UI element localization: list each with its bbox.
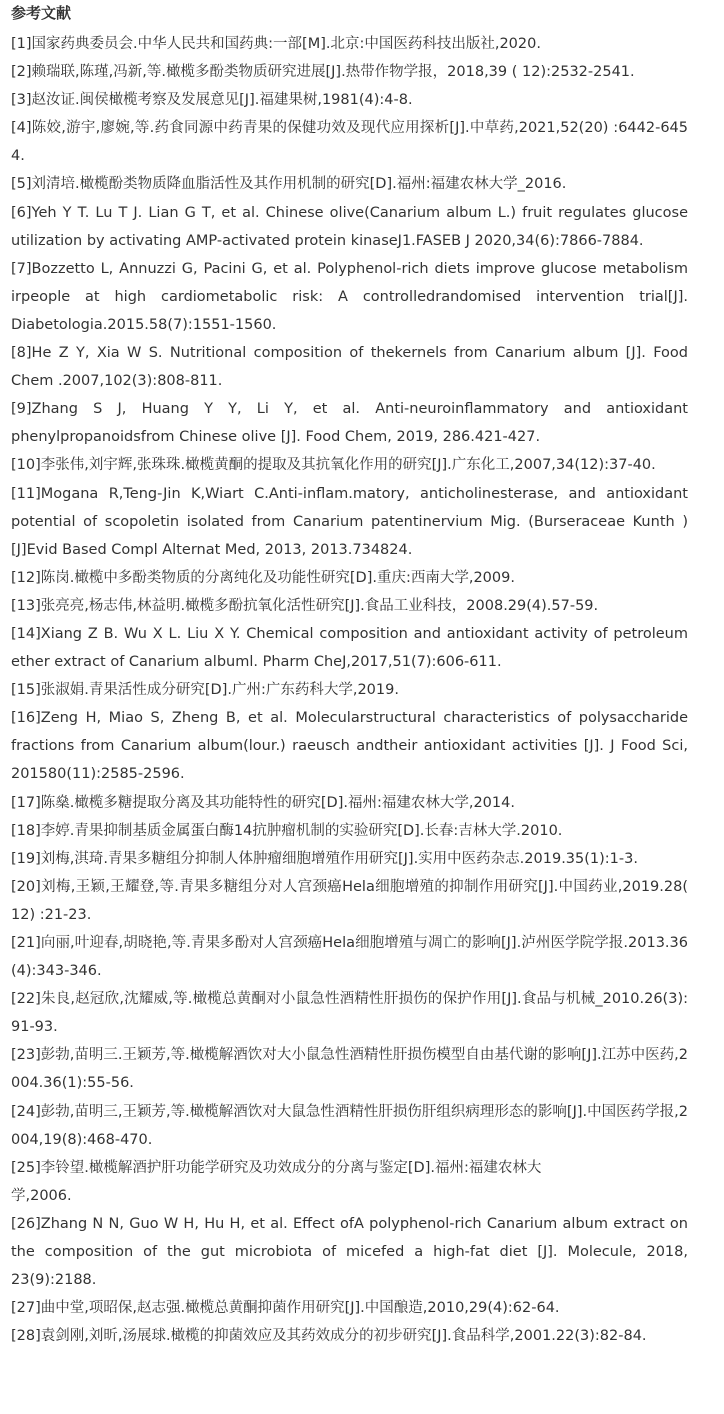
reference-item: [2]赖瑞联,陈瑾,冯新,等.橄榄多酚类物质研究进展[J].热带作物学报，2018,39 ( 12):2532-2541. — [11, 64, 635, 81]
reference-item: [15]张淑娟.青果活性成分研究[D].广州:广东药科大学,2019. — [11, 682, 399, 699]
reference-item: [19]刘梅,淇琦.青果多糖组分抑制人体肿瘤细胞增殖作用研究[J].实用中医药杂志.2019.35(1):1-3. — [11, 850, 638, 867]
reference-item: [1]国家药典委员会.中华人民共和国药典:一部[M].北京:中国医药科技出版社,2020. — [11, 36, 541, 52]
reference-item: [7]Bozzetto L, Annuzzi G, Pacini G, et al. Polyphenol-rich diets improve glucose metabolism irpeople at high cardiometabolic risk: A controlledrandomised intervention trial[J]. Diabetologia.2015.58(7):1551-1560. — [11, 260, 688, 333]
reference-item: [26]Zhang N N, Guo W H, Hu H, et al. Effect ofA polyphenol-rich Canarium album extract on the composition of the gut microbiota of micefed a high-fat diet [J]. Molecule, 2018, 23(9):2188. — [11, 1215, 688, 1289]
reference-item: [20]刘梅,王颖,王耀登,等.青果多糖组分对人宫颈癌Hela细胞增殖的抑制作用研究[J].中国药业,2019.28( 12) :21-23. — [11, 878, 688, 923]
reference-item: [23]彭勃,苗明三.王颖芳,等.橄榄解酒饮对大小鼠急性酒精性肝损伤模型自由基代谢的影响[J].江苏中医药,2004.36(1):55-56. — [11, 1047, 688, 1092]
reference-item: [13]张亮亮,杨志伟,林益明.橄榄多酚抗氧化活性研究[J].食品工业科技，2008.29(4).57-59. — [11, 597, 599, 614]
reference-item: [3]赵汝证.闽侯橄榄考察及发展意见[J].福建果树,1981(4):4-8. — [11, 92, 413, 109]
reference-item: [21]向丽,叶迎春,胡晓艳,等.青果多酚对人宫颈癌Hela细胞增殖与凋亡的影响[J].泸州医学院学报.2013.36(4):343-346. — [11, 935, 688, 980]
reference-list — [11, 30, 688, 1350]
reference-item: [17]陈燊.橄榄多糖提取分离及其功能特性的研究[D].福州:福建农林大学,2014. — [11, 794, 515, 811]
reference-item: 学,2006. — [11, 1187, 72, 1204]
reference-item: [16]Zeng H, Miao S, Zheng B, et al. Molecularstructural characteristics of polysaccharide fractions from Canarium album(lour.) raeusch andtheir antioxidant activities [J]. J Food Sci, 201580(11):2585-2596. — [11, 710, 688, 783]
reference-item: [8]He Z Y, Xia W S. Nutritional composition of thekernels from Canarium album [J]. Food Chem .2007,102(3):808-811. — [11, 345, 688, 390]
reference-item: [14]Xiang Z B. Wu X L. Liu X Y. Chemical composition and antioxidant activity of petroleum ether extract of Canarium albuml. Pharm CheJ,2017,51(7):606-611. — [11, 625, 688, 671]
reference-item: [28]袁剑刚,刘昕,汤展球.橄榄的抑菌效应及其药效成分的初步研究[J].食品科学,2001.22(3):82-84. — [11, 1328, 647, 1345]
reference-item: [18]李婷.青果抑制基质金属蛋白酶14抗肿瘤机制的实验研究[D].长春:吉林大学.2010. — [11, 822, 563, 839]
reference-item: [24]彭勃,苗明三,王颖芳,等.橄榄解酒饮对大鼠急性酒精性肝损伤肝组织病理形态的影响[J].中国医药学报,2004,19(8):468-470. — [11, 1103, 688, 1148]
reference-item: [6]Yeh Y T. Lu T J. Lian G T, et al. Chinese olive(Canarium album L.) fruit regulates glucose utilization by activating AMP-activated protein kinaseJ1.FASEB J 2020,34(6):7866-7884. — [11, 204, 688, 249]
reference-item: [11]Mogana R,Teng-Jin K,Wiart C.Anti-inflam.matory, anticholinesterase, and antioxidant potential of scopoletin isolated from Canarium patentinervium Mig. (Burseraceae Kunth )[J]Evid Based Compl Alternat Med, 2013, 2013.734824. — [11, 485, 688, 558]
reference-item: [5]刘清培.橄榄酚类物质降血脂活性及其作用机制的研究[D].福州:福建农林大学_2016. — [11, 176, 567, 193]
reference-item: [27]曲中堂,项昭保,赵志强.橄榄总黄酮抑菌作用研究[J].中国酿造,2010,29(4):62-64. — [11, 1300, 560, 1317]
references-heading: 参考文献 — [11, 4, 72, 22]
reference-item: [12]陈岗.橄榄中多酚类物质的分离纯化及功能性研究[D].重庆:西南大学,2009. — [11, 569, 515, 586]
reference-item: [25]李铃望.橄榄解酒护肝功能学研究及功效成分的分离与鉴定[D].福州:福建农林大 — [11, 1159, 542, 1176]
reference-item: [22]朱良,赵冠欣,沈耀威,等.橄榄总黄酮对小鼠急性酒精性肝损伤的保护作用[J].食品与机械_2010.26(3):91-93. — [11, 991, 688, 1036]
reference-item: [9]Zhang S J, Huang Y Y, Li Y, et al. Anti-neuroinflammatory and antioxidant phenylpropanoidsfrom Chinese olive [J]. Food Chem, 2019, 286.421-427. — [11, 401, 688, 446]
reference-item: [10]李张伟,刘宇辉,张珠珠.橄榄黄酮的提取及其抗氧化作用的研究[J].广东化工,2007,34(12):37-40. — [11, 457, 656, 474]
reference-item: [4]陈姣,游宇,廖婉,等.药食同源中药青果的保健功效及现代应用探析[J].中草药,2021,52(20) :6442-6454. — [11, 120, 688, 165]
